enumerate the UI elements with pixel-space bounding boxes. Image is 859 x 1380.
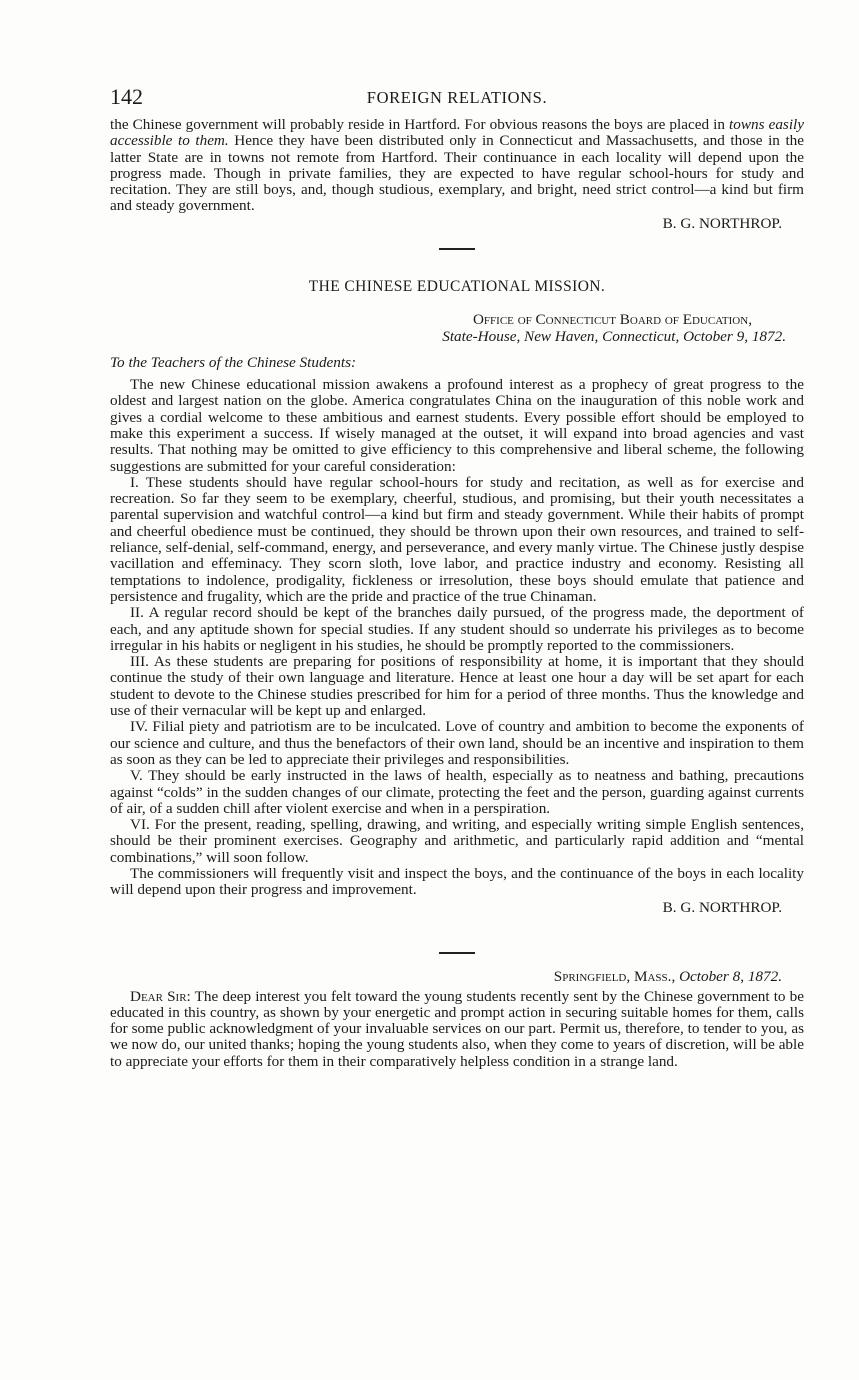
- paragraph-ii: II. A regular record should be kept of the branches daily pursued, of the progress made, the deportment of each, and any aptitude shown for special studies. If any student should so underrate his privileges as to become irregular in his habits or negligent in his studies, he should be promptly reported to the commissioners.: [110, 604, 804, 654]
- section-springfield-letter: [110, 968, 804, 1070]
- paragraph-vi: VI. For the present, reading, spelling, drawing, and writing, and especially writing simple English sentences, should be their prominent exercises. Geography and arithmetic, and particularly rapid addition and “mental combinations,” will soon follow.: [110, 816, 804, 866]
- dateline: [110, 968, 804, 985]
- dateline-date: October 8, 1872.: [679, 967, 782, 985]
- paragraph-iv: IV. Filial piety and patriotism are to be inculcated. Love of country and ambition to become the exponents of our science and culture, and thus the benefactors of their own land, should be an incentive and inspiration to them as soon as they can be led to appreciate their privileges and responsibilities.: [110, 718, 804, 768]
- paragraph-italic: towns easily accessible to them.: [110, 116, 804, 150]
- paragraph-text: Hence they have been distributed only in Connecticut and Massachusetts, and those in the latter State are in towns not remote from Hartford. Their continuance in each locality will depend upon the progress made. Though in private families, they are expected to have regular school-hours for study and recitation. They are still boys, and, though studious, exemplary, and bright, need strict control—a kind but firm and steady government.: [110, 132, 805, 215]
- section-divider: [439, 952, 475, 954]
- paragraph-v: V. They should be early instructed in the laws of health, especially as to neatness and bathing, precautions against “colds” in the sudden changes of our climate, protecting the feet and the person, guarding against currents of air, of a sudden chill after violent exercise and when in a perspiration.: [110, 767, 804, 817]
- page-number: 142: [110, 84, 143, 109]
- place-date-line: State-House, New Haven, Connecticut, October 9, 1872.: [442, 327, 786, 345]
- paragraph-i: I. These students should have regular school-hours for study and recitation, as well as for exercise and recreation. So far they seem to be exemplary, cheerful, studious, and promising, but their youth necessitates a parental supervision and watchful control—a kind but firm and steady government. While their habits of prompt and cheerful obedience must be continued, they should be thrown upon their own resources, and trained to self-reliance, self-denial, self-command, energy, and perseverance, and every manly virtue. The Chinese justly despise vacillation and effeminacy. They scorn sloth, love labor, and practice industry and economy. Resisting all temptations to indolence, prodigality, fickleness or irresolution, these boys should emulate that patience and persistence and frugality, which are the pride and practice of the true Chinaman.: [110, 473, 804, 605]
- paragraph-text: the Chinese government will probably reside in Hartford. For obvious reasons the boys are placed in: [110, 116, 730, 133]
- letter-body: [110, 989, 804, 1070]
- section-continuation: [110, 117, 804, 232]
- section-mission-letter: [110, 278, 804, 916]
- salutation: To the Teachers of the Chinese Students:: [110, 353, 357, 371]
- section-title: THE CHINESE EDUCATIONAL MISSION.: [308, 277, 606, 295]
- paragraph-iii: III. As these students are preparing for positions of responsibility at home, it is important that they should continue the study of their own language and literature. Hence at least one hour a day will be set apart for each student to devote to the Chinese studies prescribed for him for a period of three months. Thus the knowledge and use of their vernacular will be kept up and enlarged.: [110, 653, 804, 720]
- continued-paragraph: [110, 117, 804, 215]
- dateline-place: Springfield, Mass.,: [553, 967, 676, 985]
- page-header: [110, 82, 804, 112]
- section-divider: [439, 248, 475, 250]
- document-page: [110, 82, 804, 1070]
- paragraph-text: The deep interest you felt toward the young students recently sent by the Chinese government to be educated in this country, as shown by your energetic and prompt action in securing suitable homes for them, calls for some public acknowledgment of your invaluable services on our part. Permit us, therefore, to tender to you, as we now do, our united thanks; hoping the young students also, when they come to years of discretion, will be able to appreciate your efforts for them in their comparatively helpless condition in a strange land.: [110, 987, 804, 1070]
- signature: B. G. NORTHROP.: [662, 898, 782, 916]
- signature: B. G. NORTHROP.: [662, 214, 782, 232]
- running-title: FOREIGN RELATIONS.: [366, 88, 548, 107]
- office-line: Office of Connecticut Board of Education,: [472, 310, 752, 328]
- salutation: Dear Sir:: [130, 987, 191, 1005]
- paragraph-closing: The commissioners will frequently visit and inspect the boys, and the continuance of the boys in each locality will depend upon their progress and improvement.: [110, 864, 804, 899]
- paragraph-intro: The new Chinese educational mission awakens a profound interest as a prophecy of great progress to the oldest and largest nation on the globe. America congratulates China on the inauguration of this noble work and gives a cordial welcome to these ambitious and earnest students. Every possible effort should be employed to make this experiment a success. If wisely managed at the outset, it will expand into broad agencies and vast results. That nothing may be omitted to give efficiency to this comprehensive and liberal scheme, the following suggestions are submitted for your careful consideration:: [110, 376, 804, 475]
